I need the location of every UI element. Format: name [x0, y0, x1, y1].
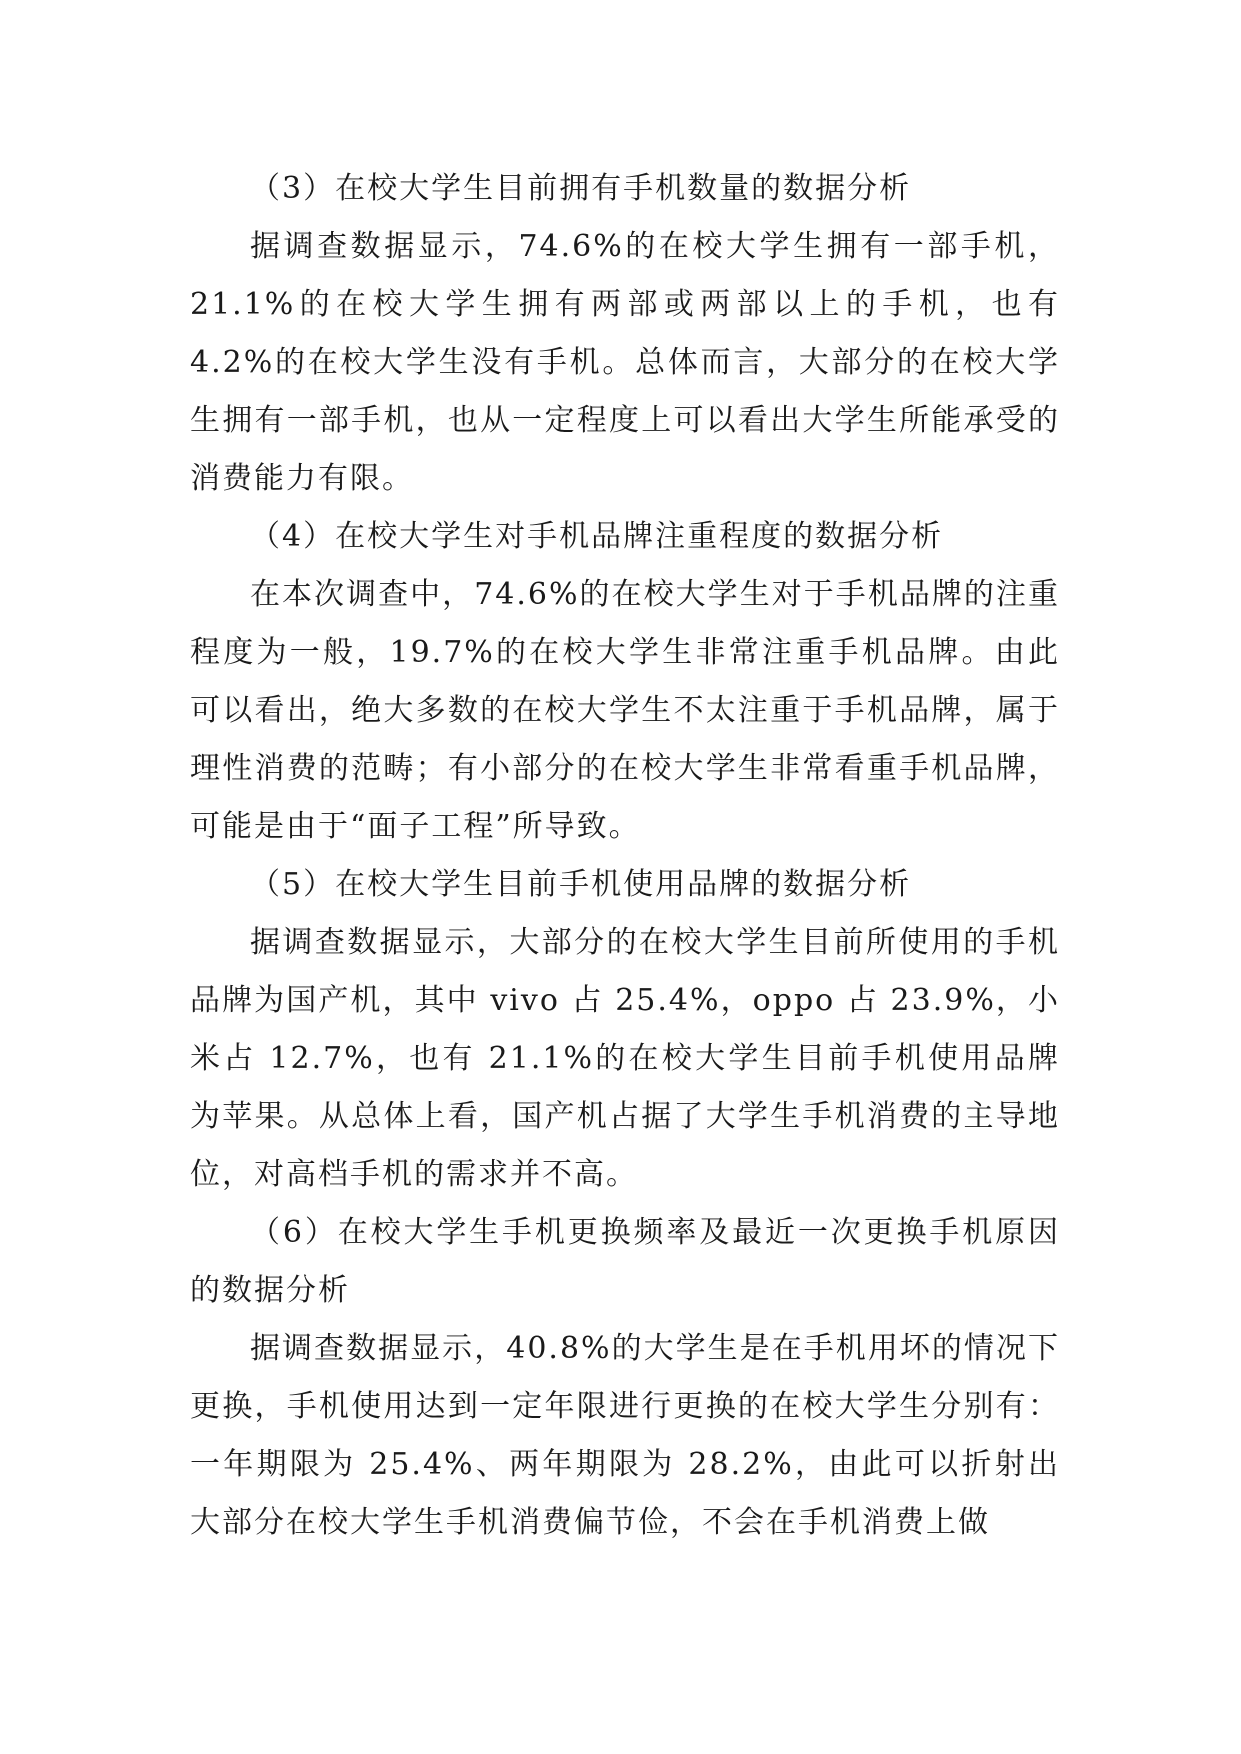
document-body	[190, 160, 1060, 1552]
paragraph-brand-usage: 据调查数据显示，大部分的在校大学生目前所使用的手机品牌为国产机，其中 vivo 占 25.4%，oppo 占 23.9%，小米占 12.7%，也有 21.1%的在校大学生目前手机使用品牌为苹果。从总体上看，国产机占据了大学生手机消费的主导地位，对高档手机的需求并不高。	[190, 925, 1060, 1192]
heading-brand-importance: （4）在校大学生对手机品牌注重程度的数据分析	[250, 519, 944, 554]
heading-brand-usage: （5）在校大学生目前手机使用品牌的数据分析	[250, 867, 912, 902]
paragraph-replacement-frequency: 据调查数据显示，40.8%的大学生是在手机用坏的情况下更换，手机使用达到一定年限进行更换的在校大学生分别有：一年期限为 25.4%、两年期限为 28.2%，由此可以折射出大部分在校大学生手机消费偏节俭，不会在手机消费上做	[190, 1331, 1060, 1540]
paragraph-phone-count: 据调查数据显示，74.6%的在校大学生拥有一部手机，21.1%的在校大学生拥有两部或两部以上的手机，也有 4.2%的在校大学生没有手机。总体而言，大部分的在校大学生拥有一部手机，也从一定程度上可以看出大学生所能承受的消费能力有限。	[190, 229, 1060, 496]
heading-phone-count: （3）在校大学生目前拥有手机数量的数据分析	[250, 171, 912, 206]
heading-replacement-frequency: （6）在校大学生手机更换频率及最近一次更换手机原因的数据分析	[190, 1215, 1060, 1308]
paragraph-brand-importance: 在本次调查中，74.6%的在校大学生对于手机品牌的注重程度为一般，19.7%的在校大学生非常注重手机品牌。由此可以看出，绝大多数的在校大学生不太注重于手机品牌，属于理性消费的范畴；有小部分的在校大学生非常看重手机品牌，可能是由于“面子工程”所导致。	[190, 577, 1060, 844]
